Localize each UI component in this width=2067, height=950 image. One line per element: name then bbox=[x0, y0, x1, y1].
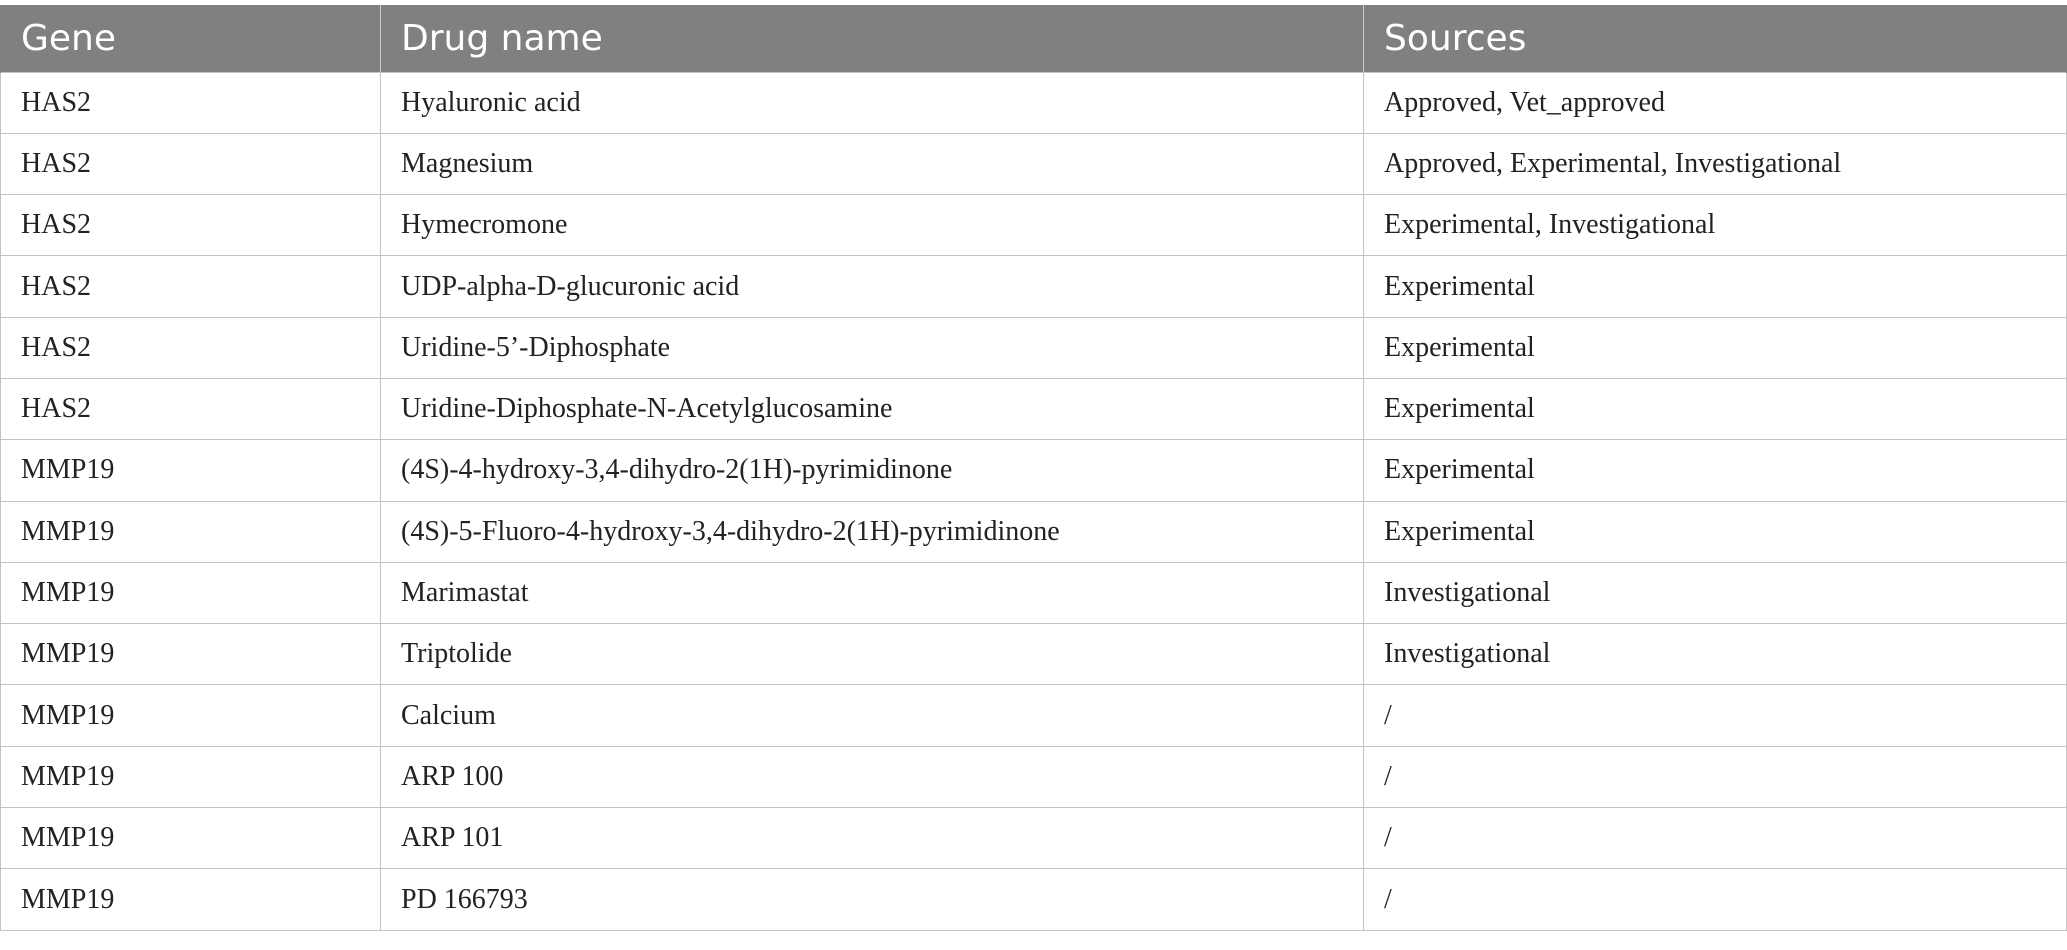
cell-sources: Approved, Experimental, Investigational bbox=[1364, 133, 2067, 194]
cell-gene: HAS2 bbox=[1, 195, 381, 256]
cell-drug-name: UDP-alpha-D-glucuronic acid bbox=[381, 256, 1364, 317]
table-row bbox=[1, 746, 2067, 807]
cell-sources: Investigational bbox=[1364, 562, 2067, 623]
cell-drug-name: Uridine-Diphosphate-N-Acetylglucosamine bbox=[381, 378, 1364, 439]
table-row bbox=[1, 378, 2067, 439]
cell-sources: Experimental bbox=[1364, 256, 2067, 317]
table-row bbox=[1, 256, 2067, 317]
cell-sources: Experimental bbox=[1364, 501, 2067, 562]
cell-gene: MMP19 bbox=[1, 869, 381, 930]
table-row bbox=[1, 808, 2067, 869]
cell-sources: / bbox=[1364, 685, 2067, 746]
header-row bbox=[1, 5, 2067, 72]
cell-drug-name: Hyaluronic acid bbox=[381, 72, 1364, 133]
table-row bbox=[1, 317, 2067, 378]
cell-sources: Experimental bbox=[1364, 378, 2067, 439]
cell-gene: MMP19 bbox=[1, 440, 381, 501]
table-row bbox=[1, 869, 2067, 930]
drug-gene-table bbox=[0, 5, 2067, 931]
table-body bbox=[1, 72, 2067, 930]
table-row bbox=[1, 72, 2067, 133]
cell-gene: MMP19 bbox=[1, 808, 381, 869]
table-row bbox=[1, 440, 2067, 501]
cell-sources: Experimental bbox=[1364, 317, 2067, 378]
cell-drug-name: ARP 101 bbox=[381, 808, 1364, 869]
cell-sources: / bbox=[1364, 746, 2067, 807]
cell-sources: Approved, Vet_approved bbox=[1364, 72, 2067, 133]
table-row bbox=[1, 501, 2067, 562]
table-row bbox=[1, 133, 2067, 194]
table-row bbox=[1, 562, 2067, 623]
cell-gene: HAS2 bbox=[1, 133, 381, 194]
cell-drug-name: Uridine-5’-Diphosphate bbox=[381, 317, 1364, 378]
cell-gene: HAS2 bbox=[1, 72, 381, 133]
cell-drug-name: Triptolide bbox=[381, 624, 1364, 685]
table-row bbox=[1, 624, 2067, 685]
cell-drug-name: PD 166793 bbox=[381, 869, 1364, 930]
cell-drug-name: (4S)-4-hydroxy-3,4-dihydro-2(1H)-pyrimidinone bbox=[381, 440, 1364, 501]
cell-gene: MMP19 bbox=[1, 624, 381, 685]
cell-gene: HAS2 bbox=[1, 256, 381, 317]
cell-sources: Investigational bbox=[1364, 624, 2067, 685]
cell-drug-name: ARP 100 bbox=[381, 746, 1364, 807]
cell-drug-name: Magnesium bbox=[381, 133, 1364, 194]
column-header-sources: Sources bbox=[1364, 5, 2067, 72]
cell-gene: MMP19 bbox=[1, 562, 381, 623]
cell-sources: / bbox=[1364, 869, 2067, 930]
cell-drug-name: Marimastat bbox=[381, 562, 1364, 623]
cell-drug-name: Hymecromone bbox=[381, 195, 1364, 256]
cell-gene: MMP19 bbox=[1, 501, 381, 562]
cell-drug-name: Calcium bbox=[381, 685, 1364, 746]
cell-gene: HAS2 bbox=[1, 317, 381, 378]
table-row bbox=[1, 195, 2067, 256]
table-row bbox=[1, 685, 2067, 746]
column-header-gene: Gene bbox=[1, 5, 381, 72]
cell-gene: HAS2 bbox=[1, 378, 381, 439]
cell-drug-name: (4S)-5-Fluoro-4-hydroxy-3,4-dihydro-2(1H)-pyrimidinone bbox=[381, 501, 1364, 562]
table-header bbox=[1, 5, 2067, 72]
cell-gene: MMP19 bbox=[1, 685, 381, 746]
cell-sources: / bbox=[1364, 808, 2067, 869]
column-header-drug-name: Drug name bbox=[381, 5, 1364, 72]
cell-gene: MMP19 bbox=[1, 746, 381, 807]
cell-sources: Experimental, Investigational bbox=[1364, 195, 2067, 256]
drug-gene-table-container bbox=[0, 5, 2066, 931]
cell-sources: Experimental bbox=[1364, 440, 2067, 501]
